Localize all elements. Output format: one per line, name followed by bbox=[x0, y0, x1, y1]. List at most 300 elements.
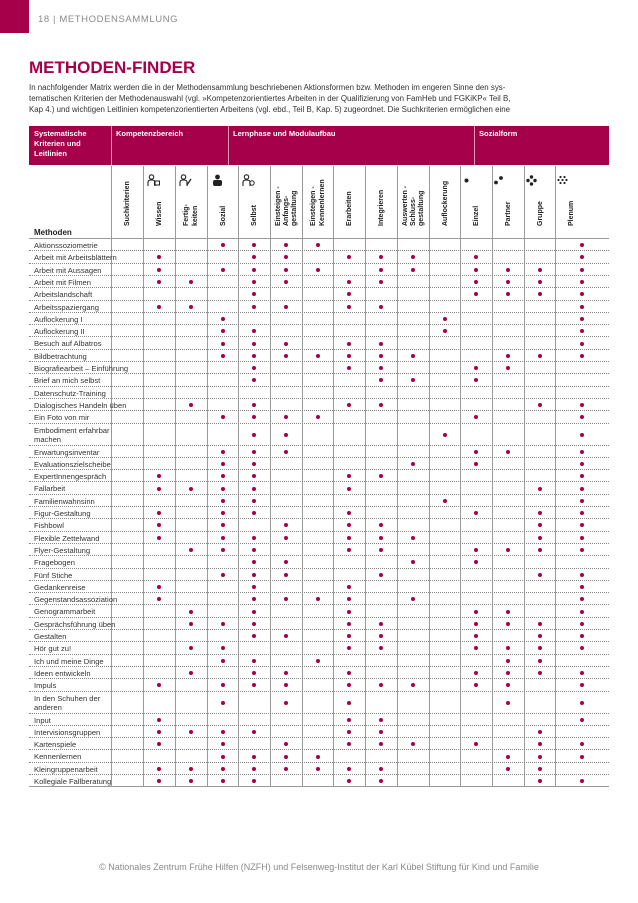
knowledge-icon bbox=[146, 173, 160, 187]
mark-dot bbox=[580, 403, 584, 407]
mark-dot bbox=[252, 730, 256, 734]
mark-dot bbox=[538, 742, 542, 746]
mark-dot bbox=[221, 450, 225, 454]
method-name: Fallarbeit bbox=[34, 484, 66, 494]
table-row bbox=[29, 713, 609, 726]
mark-dot bbox=[157, 523, 161, 527]
mark-dot bbox=[474, 634, 478, 638]
mark-dot bbox=[316, 354, 320, 358]
mark-dot bbox=[538, 779, 542, 783]
mark-dot bbox=[157, 305, 161, 309]
mark-dot bbox=[221, 329, 225, 333]
mark-dot bbox=[284, 433, 288, 437]
column-header bbox=[270, 166, 302, 238]
mark-dot bbox=[221, 659, 225, 663]
method-name: Erwartungsinventar bbox=[34, 447, 100, 457]
mark-dot bbox=[580, 585, 584, 589]
mark-dot bbox=[252, 366, 256, 370]
mark-dot bbox=[538, 767, 542, 771]
mark-dot bbox=[411, 462, 415, 466]
mark-dot bbox=[379, 767, 383, 771]
mark-dot bbox=[347, 701, 351, 705]
method-name: Biografiearbeit – Einführung bbox=[34, 364, 129, 373]
method-name: Familienwahnsinn bbox=[34, 496, 95, 506]
mark-dot bbox=[506, 366, 510, 370]
mark-dot bbox=[506, 659, 510, 663]
table-row bbox=[29, 555, 609, 568]
mark-dot bbox=[284, 742, 288, 746]
mark-dot bbox=[252, 403, 256, 407]
method-name: Genogrammarbeit bbox=[34, 607, 96, 617]
mark-dot bbox=[443, 317, 447, 321]
method-name: Intervisionsgruppen bbox=[34, 727, 101, 737]
mark-dot bbox=[221, 701, 225, 705]
mark-dot bbox=[221, 622, 225, 626]
table-row bbox=[29, 531, 609, 544]
mark-dot bbox=[347, 403, 351, 407]
table-row bbox=[29, 481, 609, 494]
mark-dot bbox=[347, 354, 351, 358]
method-name: Kleingruppenarbeit bbox=[34, 764, 98, 774]
mark-dot bbox=[538, 622, 542, 626]
mark-dot bbox=[580, 622, 584, 626]
mark-dot bbox=[379, 305, 383, 309]
mark-dot bbox=[189, 305, 193, 309]
mark-dot bbox=[506, 622, 510, 626]
mark-dot bbox=[580, 474, 584, 478]
mark-dot bbox=[252, 585, 256, 589]
mark-dot bbox=[580, 523, 584, 527]
method-name: Ein Foto von mir bbox=[34, 413, 90, 423]
mark-dot bbox=[538, 634, 542, 638]
mark-dot bbox=[506, 683, 510, 687]
mark-dot bbox=[316, 659, 320, 663]
mark-dot bbox=[474, 415, 478, 419]
table-row bbox=[29, 300, 609, 313]
column-header-line: Einzel bbox=[473, 205, 480, 226]
column-header-line: Plenum bbox=[568, 200, 575, 226]
mark-dot bbox=[379, 536, 383, 540]
mark-dot bbox=[474, 548, 478, 552]
mark-dot bbox=[538, 573, 542, 577]
mark-dot bbox=[379, 280, 383, 284]
table-row bbox=[29, 774, 609, 787]
column-header-line: Fertig- bbox=[183, 204, 190, 226]
mark-dot bbox=[157, 683, 161, 687]
mark-dot bbox=[580, 671, 584, 675]
mark-dot bbox=[538, 536, 542, 540]
method-name: Auflockerung II bbox=[34, 327, 85, 337]
column-header bbox=[397, 166, 429, 238]
mark-dot bbox=[506, 646, 510, 650]
mark-dot bbox=[157, 597, 161, 601]
mark-dot bbox=[379, 742, 383, 746]
mark-dot bbox=[411, 597, 415, 601]
mark-dot bbox=[506, 610, 510, 614]
self-icon bbox=[241, 173, 255, 187]
method-name: Kartenspiele bbox=[34, 740, 77, 750]
table-row bbox=[29, 737, 609, 750]
method-name: Datenschutz-Training bbox=[34, 388, 106, 398]
mark-dot bbox=[580, 597, 584, 601]
mark-dot bbox=[157, 585, 161, 589]
mark-dot bbox=[379, 573, 383, 577]
mark-dot bbox=[157, 767, 161, 771]
mark-dot bbox=[506, 280, 510, 284]
method-name: Ich und meine Dinge bbox=[34, 656, 104, 666]
column-header-line: Wissen bbox=[156, 201, 163, 226]
mark-dot bbox=[411, 560, 415, 564]
mark-dot bbox=[189, 403, 193, 407]
method-name: In den Schuhen der anderen bbox=[34, 693, 101, 712]
mark-dot bbox=[316, 268, 320, 272]
mark-dot bbox=[580, 548, 584, 552]
column-header-line: Selbst bbox=[251, 204, 258, 226]
method-name: Aktionssoziometrie bbox=[34, 241, 98, 250]
table-row bbox=[29, 386, 609, 399]
mark-dot bbox=[252, 415, 256, 419]
mark-dot bbox=[189, 730, 193, 734]
mark-dot bbox=[221, 474, 225, 478]
mark-dot bbox=[316, 755, 320, 759]
method-name: Gegenstandsassoziation bbox=[34, 595, 118, 605]
mark-dot bbox=[538, 487, 542, 491]
mark-dot bbox=[221, 354, 225, 358]
mark-dot bbox=[252, 499, 256, 503]
mark-dot bbox=[347, 767, 351, 771]
mark-dot bbox=[506, 767, 510, 771]
mark-dot bbox=[580, 292, 584, 296]
method-name: Hör gut zu! bbox=[34, 644, 72, 654]
table-row bbox=[29, 725, 609, 738]
method-name: Besuch auf Albatros bbox=[34, 339, 102, 349]
mark-dot bbox=[474, 255, 478, 259]
plenum-dots-icon bbox=[555, 173, 569, 187]
column-header-line: gestaltung bbox=[418, 190, 425, 226]
mark-dot bbox=[284, 305, 288, 309]
mark-dot bbox=[580, 536, 584, 540]
mark-dot bbox=[347, 597, 351, 601]
mark-dot bbox=[252, 536, 256, 540]
column-header-line: Erarbeiten bbox=[346, 191, 353, 226]
mark-dot bbox=[411, 536, 415, 540]
method-name: Flexible Zettelwand bbox=[34, 533, 100, 543]
mark-dot bbox=[189, 280, 193, 284]
mark-dot bbox=[506, 755, 510, 759]
table-row bbox=[29, 678, 609, 691]
mark-dot bbox=[252, 433, 256, 437]
mark-dot bbox=[474, 280, 478, 284]
method-name: Impuls bbox=[34, 681, 57, 691]
mark-dot bbox=[580, 329, 584, 333]
mark-dot bbox=[506, 450, 510, 454]
method-name: Arbeit mit Filmen bbox=[34, 277, 91, 287]
mark-dot bbox=[506, 268, 510, 272]
column-header bbox=[365, 166, 397, 238]
table-row bbox=[29, 263, 609, 276]
method-name: Bildbetrachtung bbox=[34, 351, 87, 361]
mark-dot bbox=[580, 755, 584, 759]
mark-dot bbox=[474, 366, 478, 370]
mark-dot bbox=[284, 671, 288, 675]
mark-dot bbox=[580, 342, 584, 346]
mark-dot bbox=[284, 268, 288, 272]
method-name: Dialogisches Handeln üben bbox=[34, 400, 127, 410]
mark-dot bbox=[538, 548, 542, 552]
mark-dot bbox=[284, 523, 288, 527]
mark-dot bbox=[379, 779, 383, 783]
mark-dot bbox=[474, 292, 478, 296]
mark-dot bbox=[580, 317, 584, 321]
mark-dot bbox=[252, 659, 256, 663]
page-title: METHODEN-FINDER bbox=[29, 58, 196, 77]
mark-dot bbox=[443, 433, 447, 437]
mark-dot bbox=[538, 646, 542, 650]
mark-dot bbox=[284, 243, 288, 247]
table-row bbox=[29, 749, 609, 762]
group-dots-icon bbox=[524, 173, 538, 187]
mark-dot bbox=[284, 701, 288, 705]
method-name: Evaluationszielscheibe bbox=[34, 459, 111, 469]
skills-icon bbox=[178, 173, 192, 187]
mark-dot bbox=[580, 415, 584, 419]
mark-dot bbox=[189, 646, 193, 650]
footer: © Nationales Zentrum Frühe Hilfen (NZFH) und Felsenweg-Institut der Karl Kübel Stiftung für Kind und Familie bbox=[99, 862, 539, 872]
table-row bbox=[29, 275, 609, 288]
mark-dot bbox=[221, 755, 225, 759]
method-name: Arbeit mit Aussagen bbox=[34, 265, 102, 275]
mark-dot bbox=[252, 683, 256, 687]
mark-dot bbox=[580, 499, 584, 503]
method-name: Arbeitsspaziergang bbox=[34, 302, 100, 312]
table-row bbox=[29, 604, 609, 617]
table-row bbox=[29, 349, 609, 362]
table-row bbox=[29, 324, 609, 337]
intro-line: tematischen Kriterien der Methodenauswahl (vgl. »Kompetenzorientiertes Arbeiten in der Qualifizierung von FamHeb und FGKiKP« Teil B, bbox=[29, 94, 511, 103]
mark-dot bbox=[347, 305, 351, 309]
mark-dot bbox=[580, 646, 584, 650]
mark-dot bbox=[252, 548, 256, 552]
mark-dot bbox=[379, 548, 383, 552]
mark-dot bbox=[252, 573, 256, 577]
mark-dot bbox=[411, 255, 415, 259]
mark-dot bbox=[379, 366, 383, 370]
table-row bbox=[29, 568, 609, 581]
mark-dot bbox=[474, 683, 478, 687]
mark-dot bbox=[379, 646, 383, 650]
mark-dot bbox=[252, 462, 256, 466]
mark-dot bbox=[284, 767, 288, 771]
mark-dot bbox=[538, 523, 542, 527]
mark-dot bbox=[347, 280, 351, 284]
mark-dot bbox=[347, 536, 351, 540]
mark-dot bbox=[580, 354, 584, 358]
mark-dot bbox=[347, 292, 351, 296]
mark-dot bbox=[221, 646, 225, 650]
mark-dot bbox=[252, 280, 256, 284]
table-row bbox=[29, 457, 609, 470]
mark-dot bbox=[411, 354, 415, 358]
table-row bbox=[29, 373, 609, 386]
intro-text bbox=[29, 82, 609, 115]
mark-dot bbox=[252, 767, 256, 771]
mark-dot bbox=[157, 742, 161, 746]
method-name: Arbeit mit Arbeitsblättern bbox=[34, 253, 117, 263]
mark-dot bbox=[538, 755, 542, 759]
table-row bbox=[29, 287, 609, 300]
mark-dot bbox=[252, 243, 256, 247]
column-header-line: Integrieren bbox=[378, 189, 385, 226]
method-name: Input bbox=[34, 715, 51, 725]
mark-dot bbox=[538, 268, 542, 272]
column-header bbox=[333, 166, 365, 238]
mark-dot bbox=[474, 671, 478, 675]
mark-dot bbox=[538, 280, 542, 284]
method-name: Gesprächsführung üben bbox=[34, 619, 116, 629]
table-row bbox=[29, 361, 609, 374]
column-header-line: Auswerten - bbox=[402, 185, 409, 226]
table-row bbox=[29, 398, 609, 411]
mark-dot bbox=[221, 317, 225, 321]
mark-dot bbox=[347, 730, 351, 734]
mark-dot bbox=[580, 305, 584, 309]
group-competence: Kompetenzbereich bbox=[116, 129, 184, 138]
table-group-header bbox=[29, 126, 609, 165]
mark-dot bbox=[157, 268, 161, 272]
column-header-line: gestaltung bbox=[291, 190, 298, 226]
mark-dot bbox=[474, 560, 478, 564]
mark-dot bbox=[221, 536, 225, 540]
mark-dot bbox=[252, 755, 256, 759]
mark-dot bbox=[252, 671, 256, 675]
mark-dot bbox=[580, 610, 584, 614]
mark-dot bbox=[221, 487, 225, 491]
group-learning-phase: Lernphase und Modulaufbau bbox=[233, 129, 336, 138]
mark-dot bbox=[379, 268, 383, 272]
mark-dot bbox=[506, 354, 510, 358]
mark-dot bbox=[379, 255, 383, 259]
mark-dot bbox=[284, 255, 288, 259]
mark-dot bbox=[316, 415, 320, 419]
header-bottom-line bbox=[29, 238, 609, 239]
mark-dot bbox=[580, 433, 584, 437]
mark-dot bbox=[580, 573, 584, 577]
table-row bbox=[29, 543, 609, 556]
method-name: Fishbowl bbox=[34, 521, 64, 531]
mark-dot bbox=[221, 767, 225, 771]
table-bottom-line bbox=[29, 786, 609, 787]
running-head: 18 | METHODENSAMMLUNG bbox=[38, 14, 179, 25]
mark-dot bbox=[347, 585, 351, 589]
mark-dot bbox=[316, 243, 320, 247]
mark-dot bbox=[347, 366, 351, 370]
table-row bbox=[29, 506, 609, 519]
mark-dot bbox=[157, 474, 161, 478]
mark-dot bbox=[284, 342, 288, 346]
mark-dot bbox=[379, 354, 383, 358]
mark-dot bbox=[347, 511, 351, 515]
mark-dot bbox=[316, 767, 320, 771]
mark-dot bbox=[580, 718, 584, 722]
mark-dot bbox=[379, 474, 383, 478]
mark-dot bbox=[347, 646, 351, 650]
method-name: Fünf Stiche bbox=[34, 570, 73, 580]
mark-dot bbox=[538, 671, 542, 675]
mark-dot bbox=[379, 523, 383, 527]
mark-dot bbox=[474, 646, 478, 650]
mark-dot bbox=[580, 701, 584, 705]
mark-dot bbox=[580, 779, 584, 783]
mark-dot bbox=[284, 634, 288, 638]
table-row bbox=[29, 336, 609, 349]
mark-dot bbox=[347, 622, 351, 626]
mark-dot bbox=[379, 403, 383, 407]
method-name: Fragebogen bbox=[34, 558, 75, 568]
mark-dot bbox=[252, 268, 256, 272]
column-header bbox=[111, 166, 143, 238]
column-header-line: Auflockerung bbox=[442, 180, 449, 226]
column-header-line: Einsteigen - bbox=[275, 186, 282, 226]
table-row bbox=[29, 445, 609, 458]
mark-dot bbox=[157, 511, 161, 515]
mark-dot bbox=[221, 268, 225, 272]
mark-dot bbox=[347, 610, 351, 614]
table-row bbox=[29, 666, 609, 679]
mark-dot bbox=[252, 329, 256, 333]
mark-dot bbox=[284, 683, 288, 687]
mark-dot bbox=[284, 597, 288, 601]
mark-dot bbox=[221, 683, 225, 687]
mark-dot bbox=[379, 730, 383, 734]
mark-dot bbox=[347, 683, 351, 687]
table-row bbox=[29, 580, 609, 593]
method-name: Gestalten bbox=[34, 632, 67, 641]
mark-dot bbox=[157, 487, 161, 491]
mark-dot bbox=[506, 292, 510, 296]
table-row bbox=[29, 617, 609, 630]
mark-dot bbox=[443, 329, 447, 333]
mark-dot bbox=[189, 622, 193, 626]
mark-dot bbox=[538, 292, 542, 296]
mark-dot bbox=[252, 255, 256, 259]
table-row bbox=[29, 312, 609, 325]
mark-dot bbox=[284, 415, 288, 419]
group-criteria: Systematische Kriterien und Leitlinien bbox=[34, 129, 87, 158]
mark-dot bbox=[474, 450, 478, 454]
mark-dot bbox=[506, 701, 510, 705]
social-icon bbox=[210, 173, 224, 187]
mark-dot bbox=[580, 280, 584, 284]
mark-dot bbox=[580, 634, 584, 638]
table-row bbox=[29, 238, 609, 251]
method-name: Flyer-Gestaltung bbox=[34, 545, 91, 555]
intro-line: Kap 4.) und wichtigen Leitlinien kompetenzorientierten Arbeitens (vgl. ebd., Teil B, Kap. 5) zugeordnet. Die Suchkriterien ermöglichen eine bbox=[29, 105, 511, 114]
mark-dot bbox=[347, 671, 351, 675]
table-row bbox=[29, 691, 609, 714]
mark-dot bbox=[580, 450, 584, 454]
mark-dot bbox=[252, 511, 256, 515]
mark-dot bbox=[252, 305, 256, 309]
mark-dot bbox=[580, 243, 584, 247]
column-header bbox=[429, 166, 460, 238]
mark-dot bbox=[347, 634, 351, 638]
table-row bbox=[29, 592, 609, 605]
table-row bbox=[29, 494, 609, 507]
column-header-line: keiten bbox=[192, 205, 199, 226]
mark-dot bbox=[474, 622, 478, 626]
methods-label: Methoden bbox=[34, 228, 72, 237]
mark-dot bbox=[252, 450, 256, 454]
